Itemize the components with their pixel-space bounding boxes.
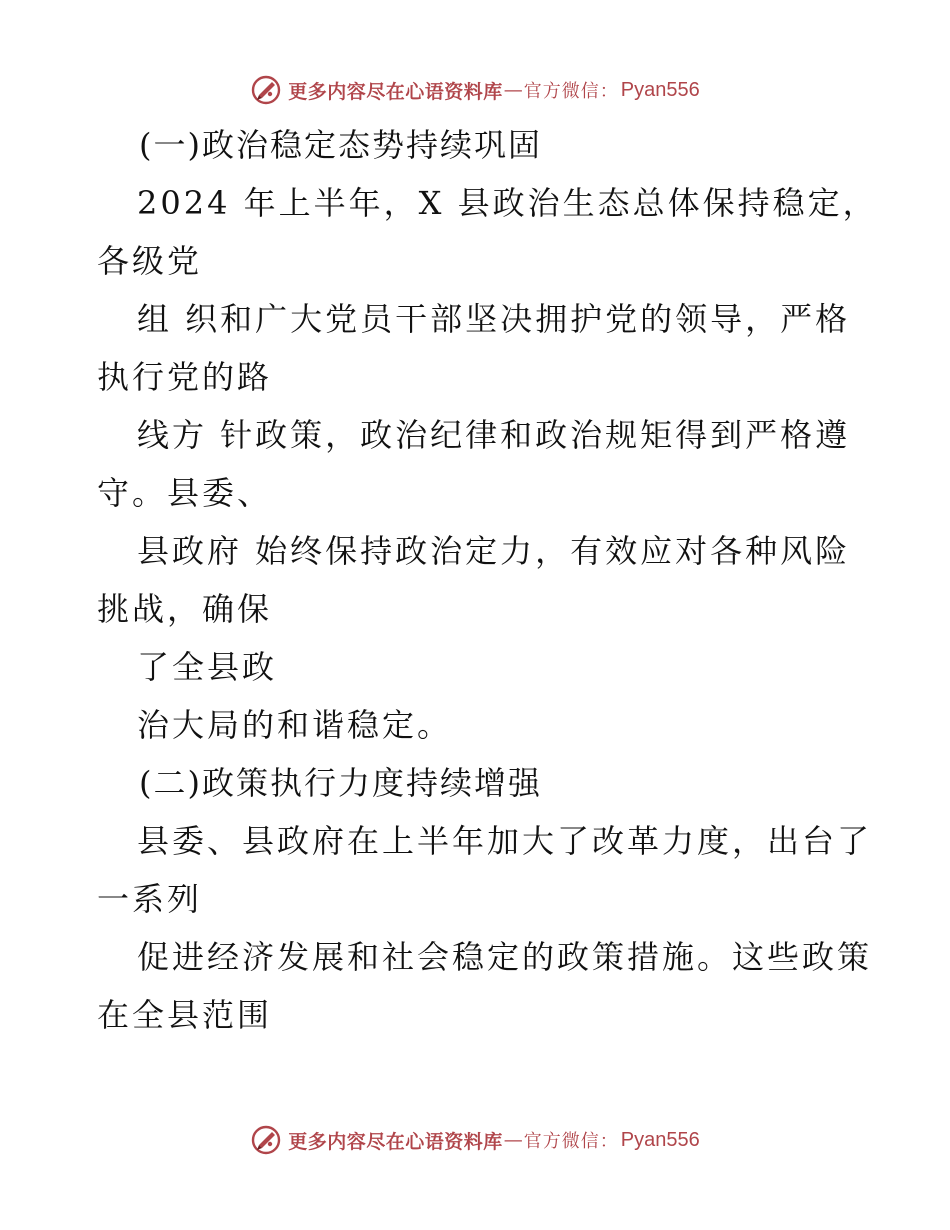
text-line: 组 织和广大党员干部坚决拥护党的领导，严格 [137, 300, 851, 338]
header-banner [0, 70, 950, 110]
text-line: 2024 年上半年，X 县政治生态总体保持稳定， [137, 184, 878, 222]
text-line: 在全县范围 [97, 996, 273, 1034]
text-line: 县委、县政府在上半年加大了改革力度，出台了 [137, 822, 873, 860]
banner-separator: — [503, 79, 523, 101]
text-line: 各级党 [97, 242, 203, 280]
text-line: 挑战，确保 [97, 590, 273, 628]
text-line: 治大局的和谐稳定。 [137, 706, 453, 744]
text-line: 一系列 [97, 880, 203, 918]
document-body [97, 116, 878, 1044]
text-line: 守。县委、 [97, 474, 273, 512]
section-heading-1: (一)政治稳定态势持续巩固 [139, 126, 542, 164]
section-heading-2: (二)政策执行力度持续增强 [139, 764, 542, 802]
text-line: 线方 针政策，政治纪律和政治规矩得到严格遵 [137, 416, 851, 454]
banner-separator: — [503, 1129, 523, 1151]
banner-wechat-id: Pyan556 [620, 1128, 700, 1151]
text-line: 了全县政 [137, 648, 278, 686]
footer-banner [0, 1120, 950, 1160]
text-line: 执行党的路 [97, 358, 273, 396]
text-line: 促进经济发展和社会稳定的政策措施。这些政策 [137, 938, 873, 976]
banner-wechat-label: 官方微信： [523, 81, 619, 102]
text-line: 县政府 始终保持政治定力，有效应对各种风险 [137, 532, 851, 570]
banner-wechat-label: 官方微信： [523, 1131, 619, 1152]
banner-wechat-id: Pyan556 [620, 78, 700, 101]
banner-brand-text: 更多内容尽在心语资料库 [288, 1130, 503, 1153]
brand-logo-icon [250, 1124, 282, 1156]
banner-brand-text: 更多内容尽在心语资料库 [288, 80, 503, 103]
brand-logo-icon [250, 74, 282, 106]
